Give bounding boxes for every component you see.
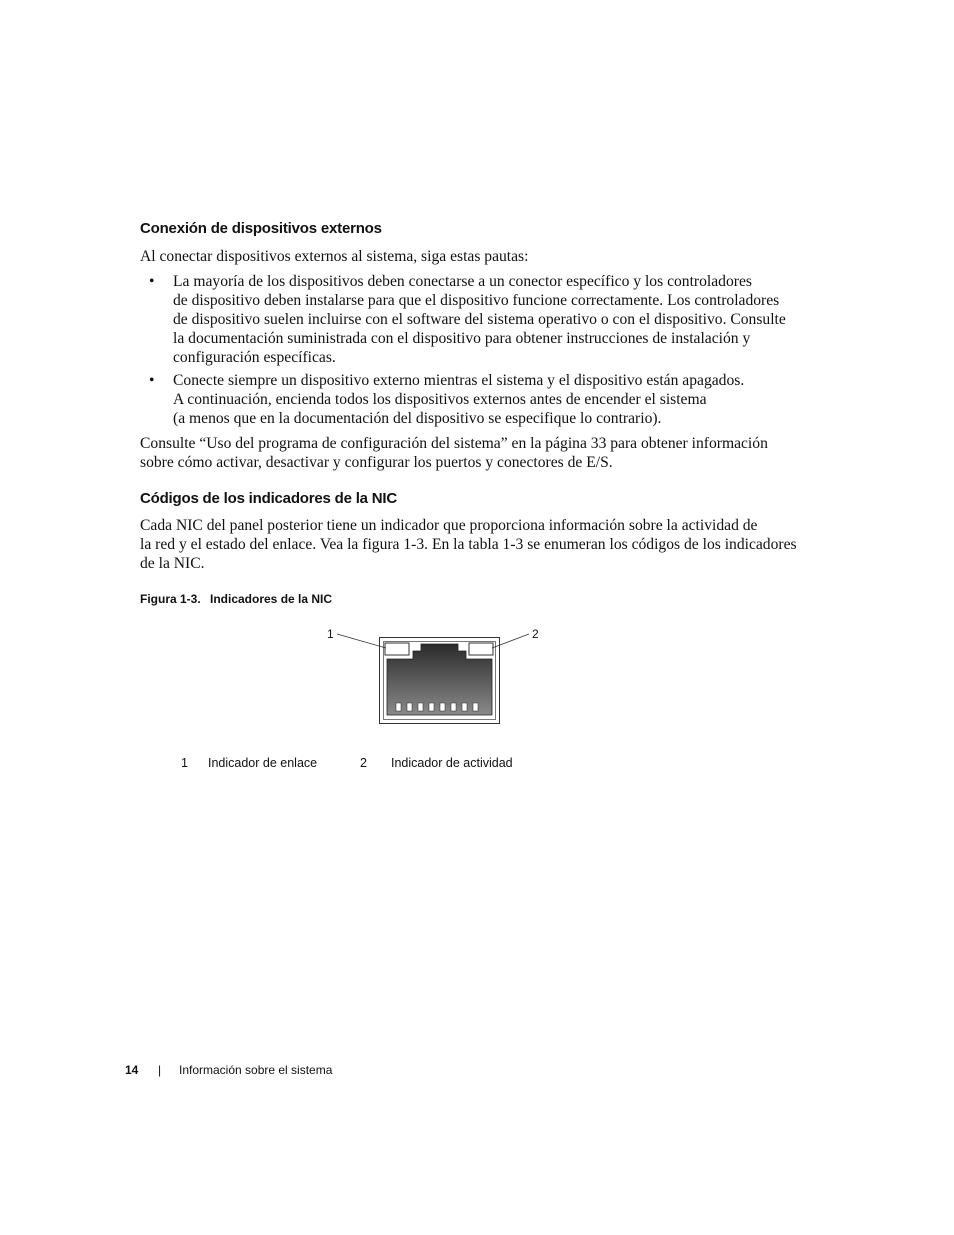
contact-pin (440, 703, 445, 711)
bullet-line: La mayoría de los dispositivos deben conectarse a un conector específico y los controladores (173, 273, 752, 290)
callout-1: 1 (327, 627, 334, 641)
legend-number-1: 1 (181, 756, 188, 770)
footer-separator: | (158, 1063, 162, 1077)
contact-pin (429, 703, 434, 711)
bullet-line: (a menos que en la documentación del dispositivo se especifique lo contrario). (173, 410, 662, 427)
callout-2: 2 (532, 627, 539, 641)
legend-label-link: Indicador de enlace (208, 756, 318, 770)
figure-number: Figura 1-3. (140, 592, 201, 606)
nic-line: Cada NIC del panel posterior tiene un indicador que proporciona información sobre la actividad de (140, 517, 758, 534)
bullet-line: configuración específicas. (173, 349, 336, 366)
contact-pin (407, 703, 412, 711)
nic-paragraph (140, 516, 830, 573)
page-number: 14 (125, 1063, 139, 1077)
contact-pin (418, 703, 423, 711)
link-indicator-led (385, 643, 409, 655)
intro-paragraph (140, 247, 830, 266)
figure-title: Indicadores de la NIC (210, 592, 333, 606)
bullet-line: A continuación, encienda todos los dispositivos externos antes de encender el sistema (173, 391, 707, 408)
nic-line: de la NIC. (140, 555, 205, 572)
intro-line: Al conectar dispositivos externos al sistema, siga estas pautas: (140, 248, 529, 265)
bullet-line: de dispositivo deben instalarse para que el dispositivo funcione correctamente. Los controladores (173, 292, 780, 309)
footer-chapter-title: Información sobre el sistema (179, 1063, 333, 1077)
bullet-item-drivers (173, 272, 833, 367)
contact-pin (473, 703, 478, 711)
bullet-item-power-off (173, 371, 833, 428)
callout-1-leader (337, 634, 386, 648)
legend-label-activity: Indicador de actividad (391, 756, 513, 770)
figure-caption (140, 592, 332, 606)
activity-indicator-led (469, 643, 493, 655)
bullet-line: Conecte siempre un dispositivo externo mientras el sistema y el dispositivo están apagados. (173, 372, 745, 389)
section-heading-nic-codes: Códigos de los indicadores de la NIC (140, 490, 398, 507)
nic-line: la red y el estado del enlace. Vea la figura 1-3. En la tabla 1-3 se enumeran los códigos de los indicadores (140, 536, 797, 553)
contact-pin (396, 703, 401, 711)
bullet-marker: • (149, 273, 155, 290)
contact-pin (462, 703, 467, 711)
bullet-line: la documentación suministrada con el dispositivo para obtener instrucciones de instalación y (173, 330, 751, 347)
bullet-line: de dispositivo suelen incluirse con el software del sistema operativo o con el dispositivo. Consulte (173, 311, 786, 328)
closing-line: sobre cómo activar, desactivar y configurar los puertos y conectores de E/S. (140, 454, 613, 471)
bullet-marker: • (149, 372, 155, 389)
section-heading-external-devices: Conexión de dispositivos externos (140, 220, 382, 237)
nic-connector-illustration (330, 630, 530, 730)
contact-pin (451, 703, 456, 711)
closing-paragraph (140, 434, 830, 472)
closing-line: Consulte “Uso del programa de configuración del sistema” en la página 33 para obtener información (140, 435, 768, 452)
legend-number-2: 2 (360, 756, 367, 770)
